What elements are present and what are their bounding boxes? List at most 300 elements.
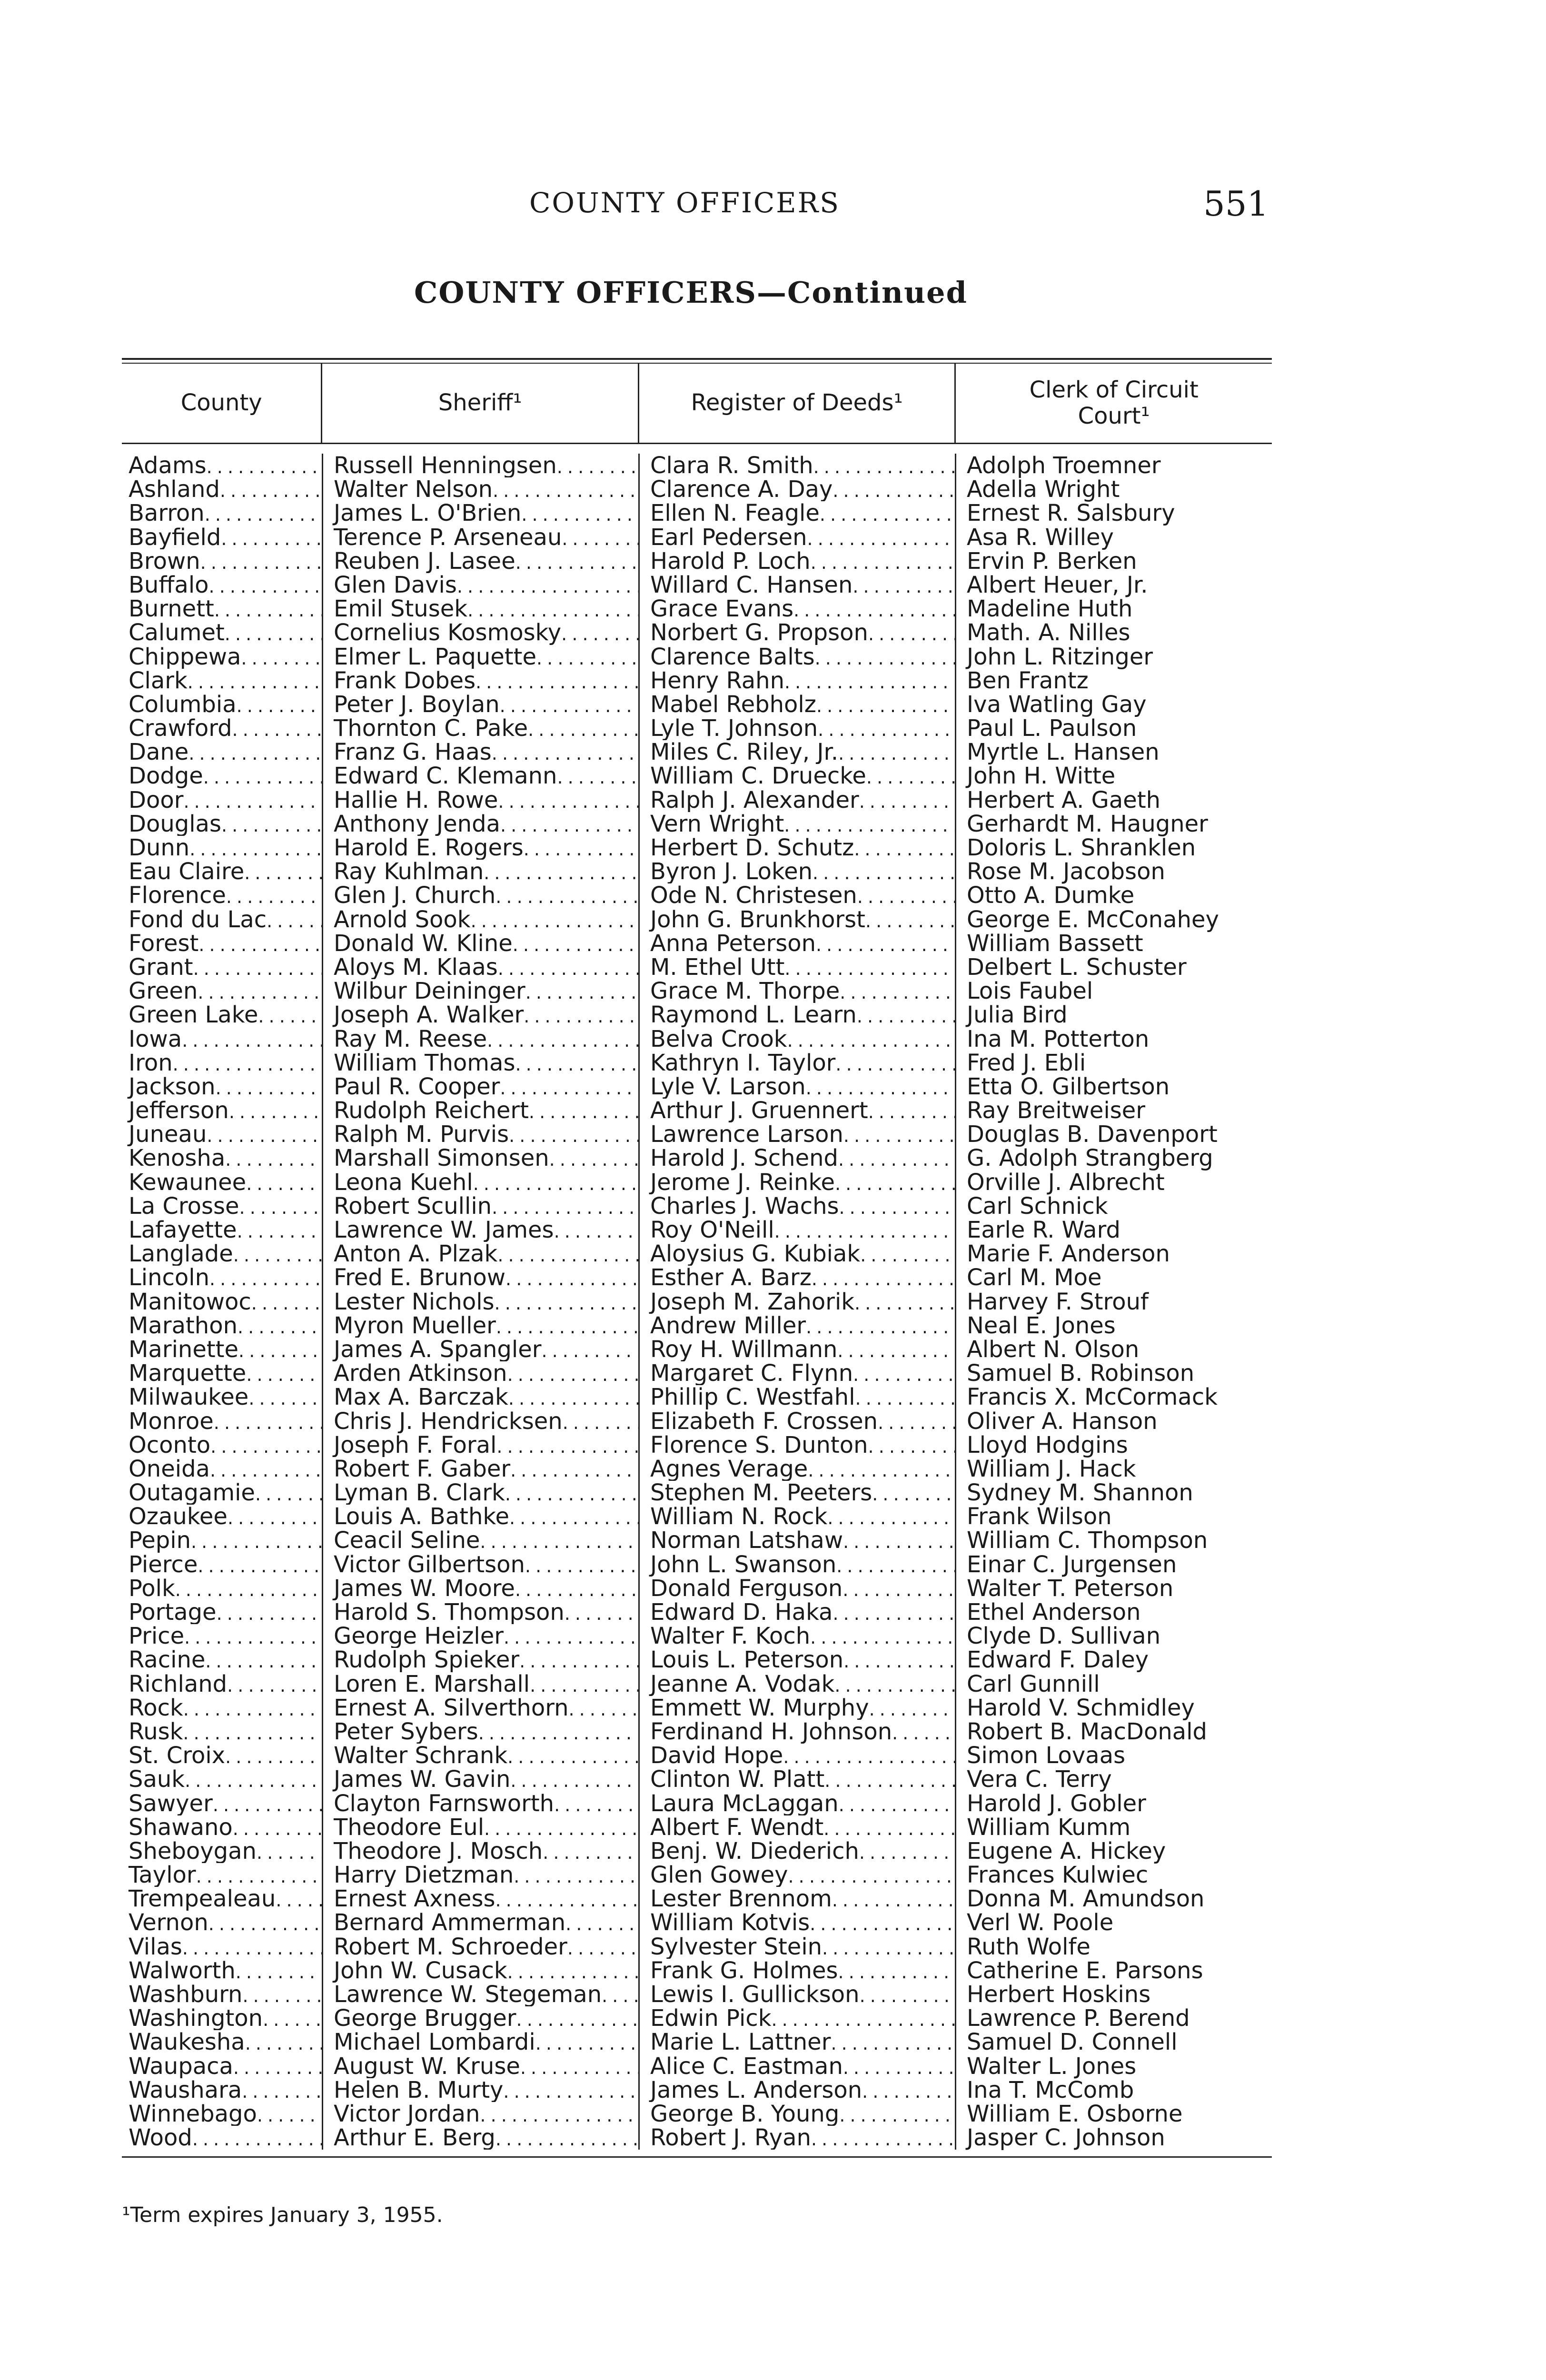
dot-leader xyxy=(838,1959,955,1983)
clerk-cell: Carl Gunnill xyxy=(955,1672,1272,1696)
clerk-cell: Doloris L. Shranklen xyxy=(955,836,1272,860)
register-of-deeds-cell xyxy=(638,1577,955,1600)
dot-leader xyxy=(487,1027,638,1051)
county-cell xyxy=(122,573,322,597)
table-row xyxy=(122,1528,1272,1552)
sheriff-cell-text: Loren E. Marshall xyxy=(334,1672,530,1696)
register-of-deeds-cell xyxy=(638,693,955,716)
clerk-cell: Asa R. Willey xyxy=(955,526,1272,549)
dot-leader xyxy=(843,1528,955,1552)
register-of-deeds-cell xyxy=(638,2126,955,2150)
county-cell-text: Marathon xyxy=(129,1313,238,1338)
clerk-cell: Paul L. Paulson xyxy=(955,716,1272,740)
register-of-deeds-cell xyxy=(638,1003,955,1027)
county-cell xyxy=(122,908,322,932)
dot-leader xyxy=(521,501,638,525)
clerk-cell: William J. Hack xyxy=(955,1457,1272,1481)
county-cell xyxy=(122,1051,322,1075)
register-of-deeds-cell xyxy=(638,979,955,1003)
sheriff-cell xyxy=(322,669,638,693)
register-of-deeds-cell xyxy=(638,2054,955,2078)
sheriff-cell-text: Rudolph Spieker xyxy=(334,1648,520,1672)
dot-leader xyxy=(810,1624,955,1648)
dot-leader xyxy=(838,740,955,764)
register-of-deeds-cell xyxy=(638,716,955,740)
sheriff-cell-text: Harold S. Thompson xyxy=(334,1600,565,1625)
county-cell-text: Milwaukee xyxy=(129,1385,249,1409)
table-row xyxy=(122,1385,1272,1409)
register-of-deeds-cell-text: Willard C. Hansen xyxy=(650,573,853,597)
table-row xyxy=(122,2126,1272,2150)
dot-leader xyxy=(810,1911,955,1934)
table-row xyxy=(122,1935,1272,1959)
clerk-cell: Rose M. Jacobson xyxy=(955,860,1272,883)
dot-leader xyxy=(565,1600,638,1624)
dot-leader xyxy=(505,1481,638,1505)
register-of-deeds-cell xyxy=(638,1051,955,1075)
clerk-cell: Albert N. Olson xyxy=(955,1338,1272,1361)
clerk-cell: Marie F. Anderson xyxy=(955,1242,1272,1266)
register-of-deeds-cell xyxy=(638,2102,955,2126)
register-of-deeds-cell-text: Elizabeth F. Crossen xyxy=(650,1409,878,1433)
sheriff-cell xyxy=(322,2102,638,2126)
register-of-deeds-cell-text: Henry Rahn xyxy=(650,668,784,693)
sheriff-cell xyxy=(322,1767,638,1791)
sheriff-cell xyxy=(322,1553,638,1577)
register-of-deeds-cell-text: Phillip C. Westfahl xyxy=(650,1385,855,1409)
register-of-deeds-cell-text: Arthur J. Gruennert xyxy=(650,1099,868,1123)
sheriff-cell xyxy=(322,1242,638,1266)
sheriff-cell xyxy=(322,883,638,907)
county-cell-text: Buffalo xyxy=(129,573,209,597)
sheriff-cell xyxy=(322,1290,638,1314)
register-of-deeds-cell-text: Esther A. Barz xyxy=(650,1266,812,1290)
clerk-cell: Julia Bird xyxy=(955,1003,1272,1027)
clerk-cell: Clyde D. Sullivan xyxy=(955,1624,1272,1648)
county-cell xyxy=(122,1314,322,1338)
clerk-cell: Carl M. Moe xyxy=(955,1266,1272,1289)
dot-leader xyxy=(245,2030,322,2054)
table-row xyxy=(122,1839,1272,1863)
sheriff-cell-text: Michael Lombardi xyxy=(334,2030,535,2054)
register-of-deeds-cell xyxy=(638,764,955,788)
county-cell-text: Brown xyxy=(129,549,200,573)
county-cell xyxy=(122,1099,322,1122)
register-of-deeds-cell-text: Roy O'Neill xyxy=(650,1218,774,1242)
dot-leader xyxy=(843,2054,955,2078)
county-cell xyxy=(122,477,322,501)
clerk-cell: Ben Frantz xyxy=(955,669,1272,693)
sheriff-cell-text: Robert Scullin xyxy=(334,1194,492,1218)
dot-leader xyxy=(543,1839,638,1863)
clerk-cell: Oliver A. Hanson xyxy=(955,1409,1272,1433)
register-of-deeds-cell-text: John G. Brunkhorst xyxy=(650,907,865,932)
register-of-deeds-cell xyxy=(638,1720,955,1744)
register-of-deeds-cell-text: Louis L. Peterson xyxy=(650,1648,844,1672)
register-of-deeds-cell xyxy=(638,2030,955,2054)
register-of-deeds-cell xyxy=(638,1911,955,1934)
county-cell xyxy=(122,1027,322,1051)
dot-leader xyxy=(238,1314,322,1338)
dot-leader xyxy=(500,812,638,836)
register-of-deeds-cell-text: Charles J. Wachs xyxy=(650,1194,839,1218)
table-row xyxy=(122,1409,1272,1433)
register-of-deeds-cell-text: Clarence A. Day xyxy=(650,477,833,502)
dot-leader xyxy=(842,1577,955,1600)
table-row xyxy=(122,1815,1272,1839)
dot-leader xyxy=(515,549,638,573)
dot-leader xyxy=(242,2078,322,2102)
county-cell xyxy=(122,2030,322,2054)
dot-leader xyxy=(241,645,322,669)
register-of-deeds-cell xyxy=(638,1696,955,1720)
register-of-deeds-cell-text: Roy H. Willmann xyxy=(650,1337,838,1362)
county-cell xyxy=(122,1600,322,1624)
sheriff-cell-text: James W. Gavin xyxy=(334,1767,511,1792)
clerk-cell: Math. A. Nilles xyxy=(955,621,1272,645)
county-cell-text: Crawford xyxy=(129,716,232,741)
county-cell xyxy=(122,1839,322,1863)
dot-leader xyxy=(209,573,322,597)
dot-leader xyxy=(530,1672,638,1696)
sheriff-cell xyxy=(322,645,638,669)
register-of-deeds-cell xyxy=(638,1146,955,1170)
county-cell-text: Green xyxy=(129,979,198,1003)
dot-leader xyxy=(859,788,955,812)
dot-leader xyxy=(818,716,955,740)
dot-leader xyxy=(221,812,322,836)
dot-leader xyxy=(602,1983,638,2006)
sheriff-cell xyxy=(322,1457,638,1481)
county-cell-text: Waushara xyxy=(129,2078,242,2102)
dot-leader xyxy=(213,1792,322,1815)
county-cell-text: Dodge xyxy=(129,764,203,788)
clerk-cell: Francis X. McCormack xyxy=(955,1385,1272,1409)
sheriff-cell-text: Emil Stusek xyxy=(334,597,468,621)
table-row xyxy=(122,1959,1272,1983)
dot-leader xyxy=(525,1553,638,1577)
column-header-clerk-of-circuit-court xyxy=(954,364,1272,443)
register-of-deeds-cell xyxy=(638,1242,955,1266)
dot-leader xyxy=(536,645,638,669)
dot-leader xyxy=(823,1815,955,1839)
county-cell-text: Ozaukee xyxy=(129,1505,228,1529)
clerk-cell: Robert B. MacDonald xyxy=(955,1720,1272,1744)
sheriff-cell xyxy=(322,1792,638,1815)
clerk-cell: William Kumm xyxy=(955,1815,1272,1839)
sheriff-cell-text: Walter Nelson xyxy=(334,477,493,502)
register-of-deeds-cell-text: Mabel Rebholz xyxy=(650,692,816,717)
table-row xyxy=(122,1170,1272,1194)
dot-leader xyxy=(484,1815,638,1839)
county-cell-text: Washburn xyxy=(129,1983,243,2007)
county-cell xyxy=(122,1290,322,1314)
county-cell-text: Portage xyxy=(129,1600,217,1625)
county-cell xyxy=(122,1218,322,1242)
clerk-cell: Ina T. McComb xyxy=(955,2078,1272,2102)
clerk-cell: John H. Witte xyxy=(955,764,1272,788)
register-of-deeds-cell xyxy=(638,788,955,812)
register-of-deeds-cell-text: David Hope xyxy=(650,1744,783,1768)
county-cell xyxy=(122,526,322,549)
dot-leader xyxy=(535,2030,638,2054)
dot-leader xyxy=(771,2006,955,2030)
dot-leader xyxy=(229,1099,322,1122)
sheriff-cell-text: Clayton Farnsworth xyxy=(334,1791,555,1815)
sheriff-cell-text: Glen Davis xyxy=(334,573,457,597)
county-cell-text: Waukesha xyxy=(129,2030,245,2054)
register-of-deeds-cell-text: Jeanne A. Vodak xyxy=(650,1672,835,1696)
page-number: 551 xyxy=(1203,184,1269,224)
footnote: ¹Term expires January 3, 1955. xyxy=(122,2203,443,2227)
register-of-deeds-cell-text: Belva Crook xyxy=(650,1027,787,1051)
sheriff-cell xyxy=(322,1146,638,1170)
sheriff-cell xyxy=(322,1528,638,1552)
county-cell-text: Lafayette xyxy=(129,1218,237,1242)
dot-leader xyxy=(783,1744,955,1767)
register-of-deeds-cell-text: M. Ethel Utt xyxy=(650,955,785,980)
register-of-deeds-cell xyxy=(638,1600,955,1624)
table-row xyxy=(122,1553,1272,1577)
dot-leader xyxy=(868,1433,955,1457)
dot-leader xyxy=(839,1792,955,1815)
register-of-deeds-cell-text: Norman Latshaw xyxy=(650,1528,843,1553)
dot-leader xyxy=(182,1027,322,1051)
table-row xyxy=(122,764,1272,788)
sheriff-cell-text: Franz G. Haas xyxy=(334,740,492,764)
clerk-cell: Catherine E. Parsons xyxy=(955,1959,1272,1983)
clerk-cell: Otto A. Dumke xyxy=(955,883,1272,907)
table-row xyxy=(122,836,1272,860)
sheriff-cell-text: Ray Kuhlman xyxy=(334,860,484,884)
sheriff-cell-text: Aloys M. Klaas xyxy=(334,955,498,980)
dot-leader xyxy=(525,979,638,1003)
table-row xyxy=(122,573,1272,597)
sheriff-cell xyxy=(322,1696,638,1720)
county-cell xyxy=(122,1194,322,1218)
county-cell xyxy=(122,1170,322,1194)
table-row xyxy=(122,693,1272,716)
sheriff-cell xyxy=(322,1218,638,1242)
dot-leader xyxy=(205,1648,322,1672)
sheriff-cell-text: Ceacil Seline xyxy=(334,1528,480,1553)
dot-leader xyxy=(191,1528,322,1552)
sheriff-cell xyxy=(322,1361,638,1385)
dot-leader xyxy=(811,2126,955,2150)
sheriff-cell xyxy=(322,1003,638,1027)
county-cell xyxy=(122,1577,322,1600)
clerk-cell: Earle R. Ward xyxy=(955,1218,1272,1242)
register-of-deeds-cell-text: Margaret C. Flynn xyxy=(650,1361,853,1386)
sheriff-cell xyxy=(322,1170,638,1194)
dot-leader xyxy=(822,1935,955,1959)
sheriff-cell xyxy=(322,860,638,883)
register-of-deeds-cell-text: Grace M. Thorpe xyxy=(650,979,840,1003)
dot-leader xyxy=(495,1887,638,1911)
dot-leader xyxy=(198,932,322,955)
county-cell-text: Pierce xyxy=(129,1552,198,1577)
county-cell xyxy=(122,2054,322,2078)
table-top-rule xyxy=(122,358,1272,364)
sheriff-cell-text: Hallie H. Rowe xyxy=(334,788,498,812)
dot-leader xyxy=(225,1146,322,1170)
register-of-deeds-cell xyxy=(638,1553,955,1577)
table-row xyxy=(122,1218,1272,1242)
county-cell xyxy=(122,836,322,860)
sheriff-cell xyxy=(322,1385,638,1409)
county-cell-text: Washington xyxy=(129,2006,263,2031)
register-of-deeds-cell xyxy=(638,1839,955,1863)
table-row xyxy=(122,2006,1272,2030)
county-cell xyxy=(122,883,322,907)
dot-leader xyxy=(857,883,955,907)
table-row xyxy=(122,1122,1272,1146)
register-of-deeds-cell-text: Earl Pedersen xyxy=(650,525,807,549)
sheriff-cell xyxy=(322,1027,638,1051)
county-cell xyxy=(122,932,322,955)
county-cell xyxy=(122,2078,322,2102)
dot-leader xyxy=(784,955,955,979)
table-bottom-rule xyxy=(122,2156,1272,2158)
clerk-cell: Eugene A. Hickey xyxy=(955,1839,1272,1863)
table-row xyxy=(122,1767,1272,1791)
county-cell xyxy=(122,1075,322,1099)
register-of-deeds-cell-text: Alice C. Eastman xyxy=(650,2054,843,2078)
table-row xyxy=(122,2054,1272,2078)
dot-leader xyxy=(496,1314,638,1338)
county-cell-text: Jackson xyxy=(129,1074,216,1099)
register-of-deeds-cell xyxy=(638,1624,955,1648)
register-of-deeds-cell-text: Raymond L. Learn xyxy=(650,1003,857,1027)
sheriff-cell-text: James A. Spangler xyxy=(334,1337,542,1362)
dot-leader xyxy=(233,1815,322,1839)
dot-leader xyxy=(480,2102,638,2126)
sheriff-cell-text: Donald W. Kline xyxy=(334,931,513,955)
county-officers-table xyxy=(122,358,1272,2158)
register-of-deeds-cell xyxy=(638,1887,955,1911)
register-of-deeds-cell-text: Kathryn I. Taylor xyxy=(650,1051,836,1075)
clerk-cell: John L. Ritzinger xyxy=(955,645,1272,669)
dot-leader xyxy=(478,1720,638,1744)
table-row xyxy=(122,979,1272,1003)
register-of-deeds-cell xyxy=(638,1672,955,1696)
dot-leader xyxy=(854,1290,955,1314)
register-of-deeds-cell xyxy=(638,1194,955,1218)
dot-leader xyxy=(210,1433,322,1457)
dot-leader xyxy=(832,1600,955,1624)
dot-leader xyxy=(827,1505,955,1528)
register-of-deeds-cell-text: Ralph J. Alexander xyxy=(650,788,859,812)
register-of-deeds-cell-text: Glen Gowey xyxy=(650,1863,788,1887)
clerk-cell: Douglas B. Davenport xyxy=(955,1122,1272,1146)
dot-leader xyxy=(188,740,322,764)
table-row xyxy=(122,477,1272,501)
table-row xyxy=(122,1003,1272,1027)
dot-leader xyxy=(196,1863,322,1887)
sheriff-cell-text: Russell Henningsen xyxy=(334,454,557,478)
register-of-deeds-cell xyxy=(638,501,955,525)
table-row xyxy=(122,1720,1272,1744)
register-of-deeds-cell-text: Ferdinand H. Johnson xyxy=(650,1719,892,1744)
dot-leader xyxy=(839,2102,955,2126)
register-of-deeds-cell-text: Edwin Pick xyxy=(650,2006,772,2031)
dot-leader xyxy=(237,693,322,716)
sheriff-cell xyxy=(322,549,638,573)
clerk-cell: Samuel B. Robinson xyxy=(955,1361,1272,1385)
dot-leader xyxy=(233,1242,322,1266)
register-of-deeds-cell-text: Harold P. Loch xyxy=(650,549,811,573)
sheriff-cell-text: Lyman B. Clark xyxy=(334,1481,505,1505)
county-cell-text: Sauk xyxy=(129,1767,185,1792)
sheriff-cell-text: Victor Jordan xyxy=(334,2102,480,2126)
county-cell-text: Eau Claire xyxy=(129,860,245,884)
table-row xyxy=(122,1887,1272,1911)
dot-leader xyxy=(557,454,638,477)
dot-leader xyxy=(872,1481,955,1505)
table-row xyxy=(122,1983,1272,2006)
dot-leader xyxy=(228,1505,322,1528)
register-of-deeds-cell-text: Frank G. Holmes xyxy=(650,1958,838,1983)
dot-leader xyxy=(175,1577,322,1600)
clerk-cell: Lawrence P. Berend xyxy=(955,2006,1272,2030)
county-cell xyxy=(122,1505,322,1528)
register-of-deeds-cell xyxy=(638,1863,955,1887)
dot-leader xyxy=(226,883,322,907)
dot-leader xyxy=(220,477,322,501)
dot-leader xyxy=(854,836,955,860)
dot-leader xyxy=(784,812,955,836)
dot-leader xyxy=(509,1505,638,1528)
clerk-cell: Iva Watling Gay xyxy=(955,693,1272,716)
dot-leader xyxy=(554,1218,638,1242)
sheriff-cell xyxy=(322,1481,638,1505)
dot-leader xyxy=(225,1744,322,1767)
clerk-cell: William C. Thompson xyxy=(955,1528,1272,1552)
sheriff-cell-text: Peter J. Boylan xyxy=(334,692,500,717)
sheriff-cell-text: Chris J. Hendricksen xyxy=(334,1409,563,1433)
register-of-deeds-cell xyxy=(638,1983,955,2006)
clerk-cell: Verl W. Poole xyxy=(955,1911,1272,1934)
sheriff-cell-text: Ralph M. Purvis xyxy=(334,1122,509,1147)
county-cell-text: Forest xyxy=(129,931,199,955)
sheriff-cell xyxy=(322,1505,638,1528)
running-title: COUNTY OFFICERS xyxy=(529,187,841,219)
register-of-deeds-cell xyxy=(638,1122,955,1146)
table-row xyxy=(122,1744,1272,1767)
county-cell xyxy=(122,1409,322,1433)
sheriff-cell xyxy=(322,1983,638,2006)
dot-leader xyxy=(840,979,955,1003)
register-of-deeds-cell-text: Agnes Verage xyxy=(650,1457,808,1481)
table-row xyxy=(122,1266,1272,1289)
dot-leader xyxy=(811,549,955,573)
dot-leader xyxy=(238,1338,322,1361)
county-cell-text: Sawyer xyxy=(129,1791,213,1815)
sheriff-cell-text: Helen B. Murty xyxy=(334,2078,504,2102)
dot-leader xyxy=(813,860,955,883)
dot-leader xyxy=(834,1672,955,1696)
sheriff-cell-text: Peter Sybers xyxy=(334,1719,478,1744)
dot-leader xyxy=(806,1314,955,1338)
sheriff-cell xyxy=(322,597,638,621)
dot-leader xyxy=(507,1744,638,1767)
dot-leader xyxy=(244,860,322,883)
sheriff-cell-text: Frank Dobes xyxy=(334,668,476,693)
sheriff-cell-text: Reuben J. Lasee xyxy=(334,549,515,573)
dot-leader xyxy=(493,477,638,501)
register-of-deeds-cell-text: Grace Evans xyxy=(650,597,794,621)
dot-leader xyxy=(498,955,638,979)
